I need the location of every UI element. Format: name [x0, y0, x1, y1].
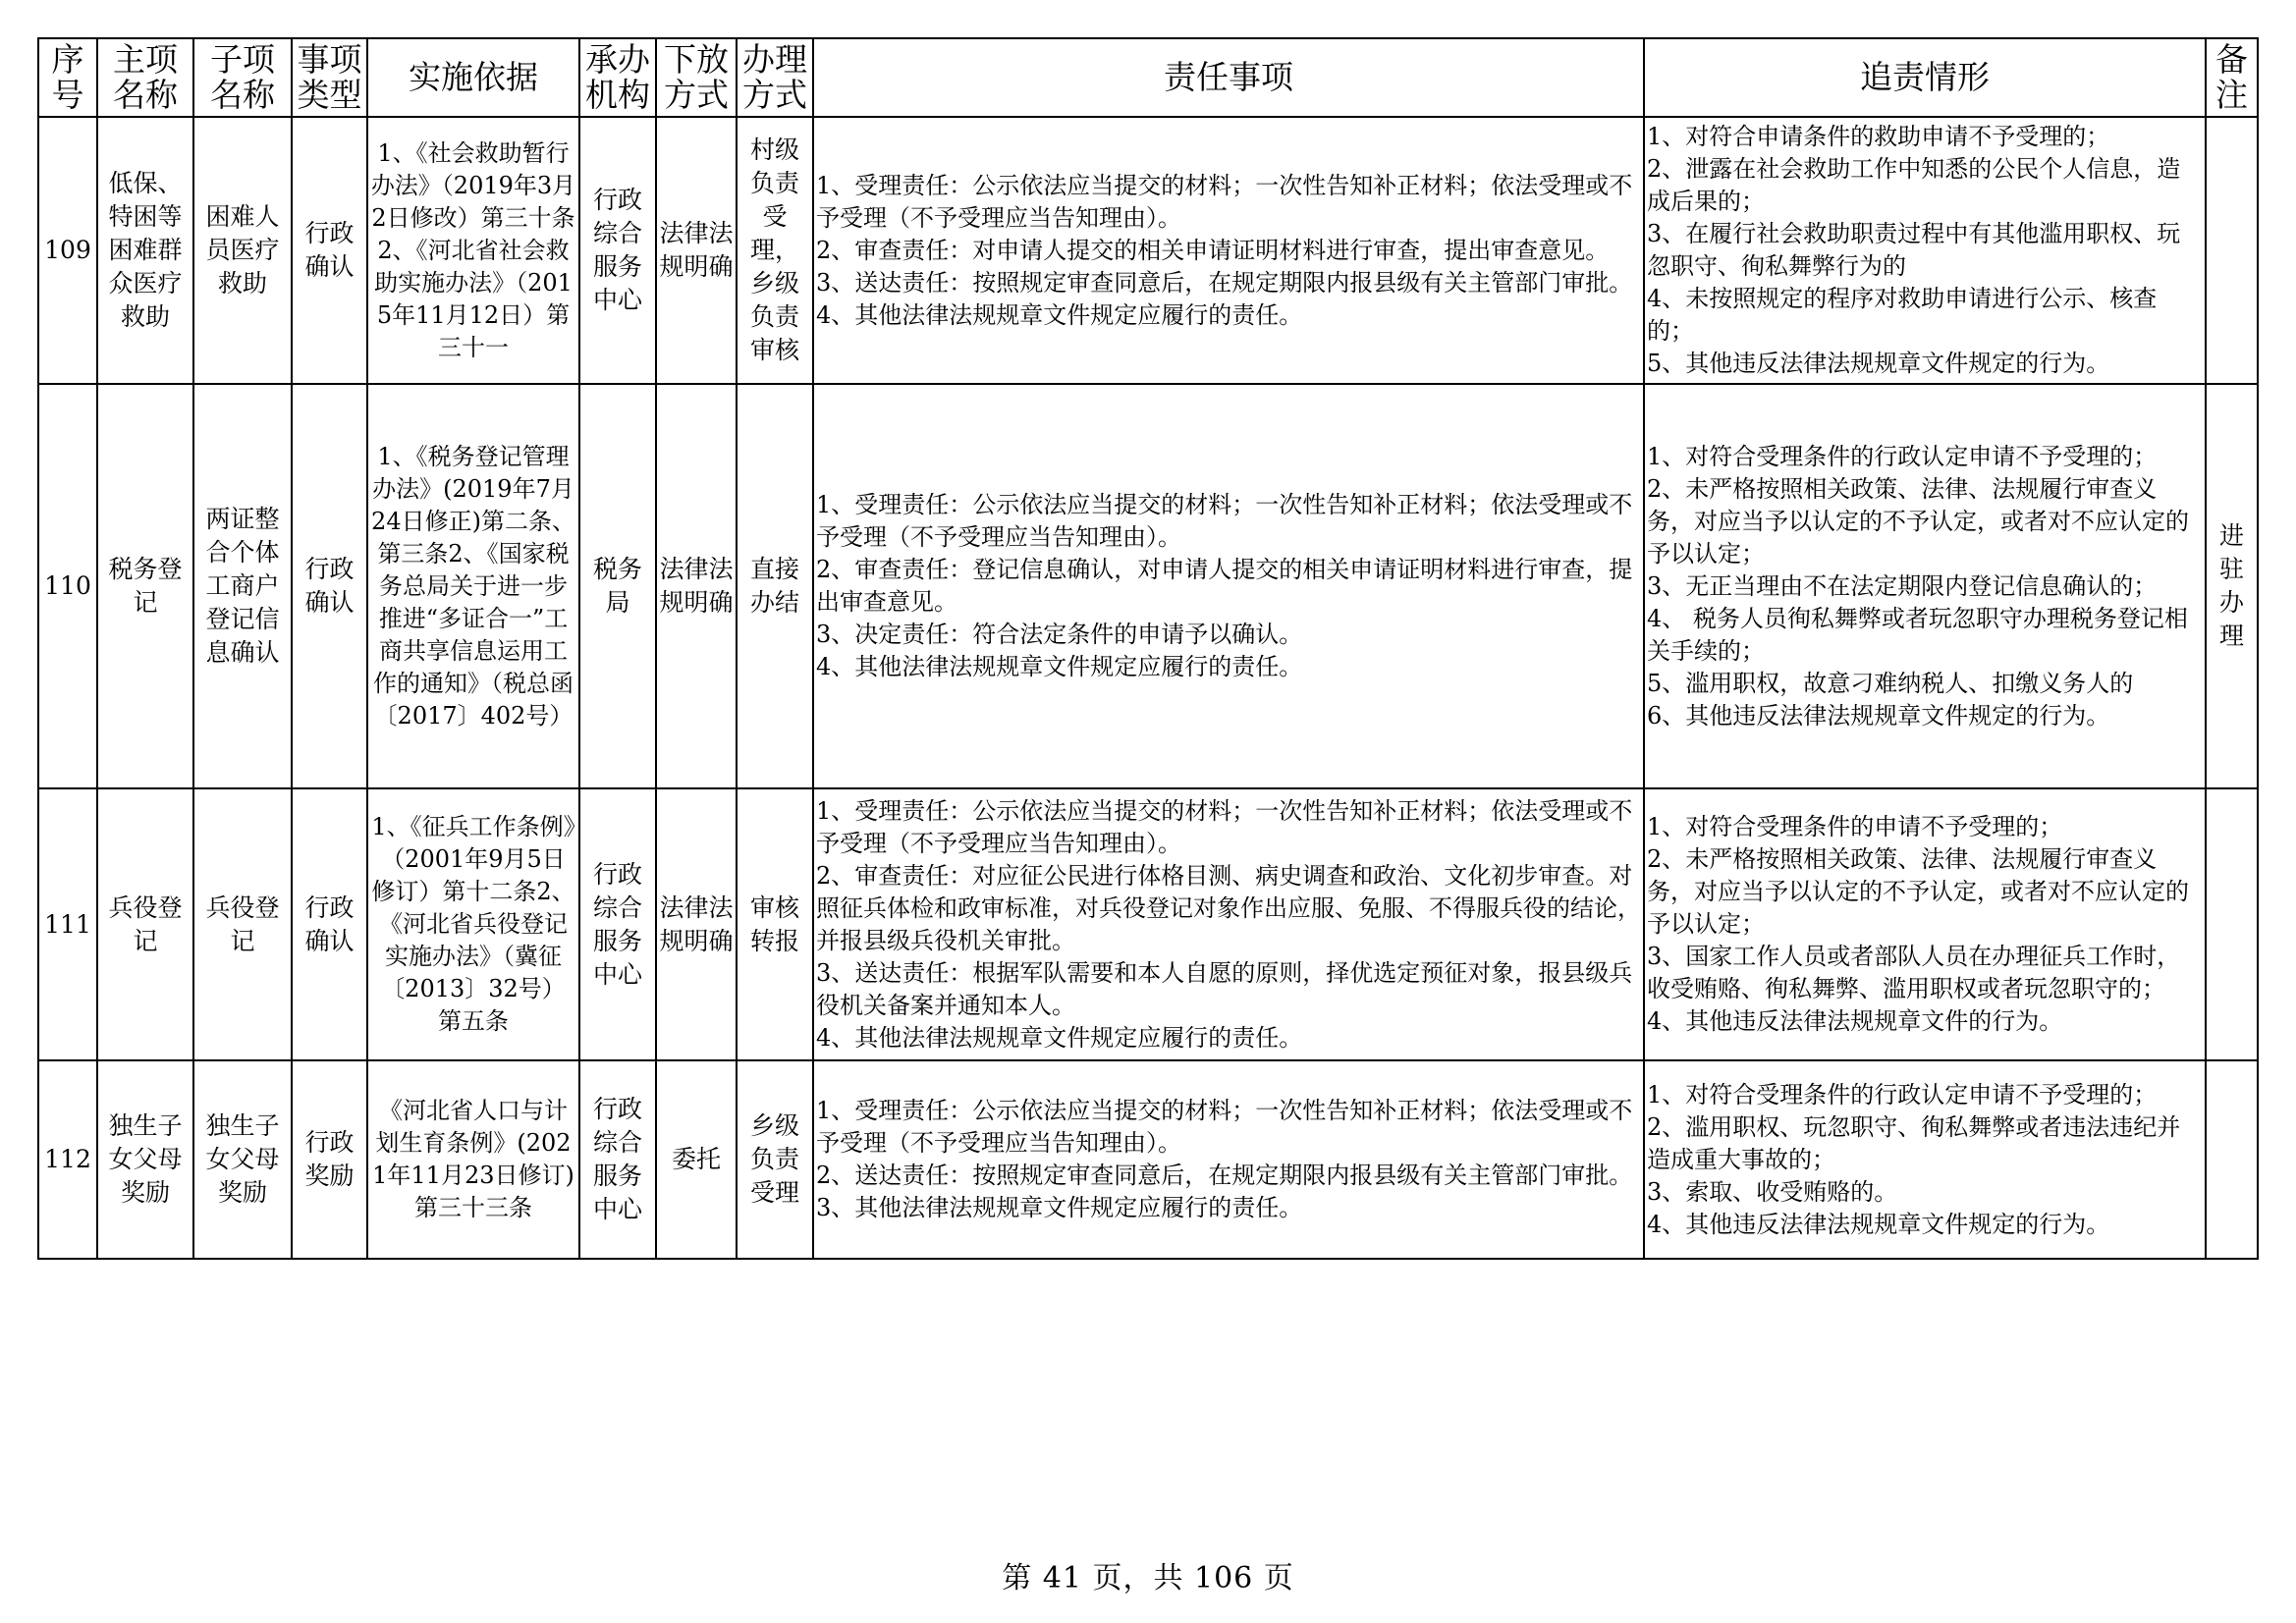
responsibility-item: 3、决定责任：符合法定条件的申请予以确认。 [816, 621, 1303, 648]
responsibility-item: 2、审查责任：对应征公民进行体格目测、病史调查和政治、文化初步审查。对照征兵体检和政审标准，对兵役登记对象作出应服、免服、不得服兵役的结论，并报县级兵役机关审批。 [816, 861, 1641, 954]
header-seq: 序号 [38, 38, 97, 117]
responsibility-item: 2、审查责任：登记信息确认，对申请人提交的相关申请证明材料进行审查，提出审查意见。 [816, 556, 1633, 616]
table-header-row [38, 38, 2258, 117]
table-row [38, 384, 2258, 788]
cell-delegation: 法律法规明确 [656, 384, 737, 788]
page-footer: 第 41 页，共 106 页 [1002, 1561, 1294, 1596]
cell-remarks [2206, 788, 2258, 1060]
responsibility-item: 1、受理责任：公示依法应当提交的材料；一次性告知补正材料；依法受理或不予受理（不予受理应当告知理由）。 [816, 796, 1633, 857]
accountability-item: 3、在履行社会救助职责过程中有其他滥用职权、玩忽职守、徇私舞弊行为的 [1647, 220, 2181, 280]
cell-agency: 行政综合服务中心 [579, 1060, 656, 1259]
header-remarks: 备注 [2206, 38, 2258, 117]
cell-seq: 112 [38, 1060, 97, 1259]
responsibility-item: 3、送达责任：根据军队需要和本人自愿的原则，择优选定预征对象，报县级兵役机关备案并通知本人。 [816, 958, 1633, 1019]
cell-remarks: 进驻办理 [2206, 384, 2258, 788]
responsibility-table [37, 37, 2259, 1260]
table-row [38, 1060, 2258, 1259]
accountability-item: 3、索取、收受贿赂的。 [1647, 1177, 1898, 1206]
header-type: 事项类型 [292, 38, 367, 117]
cell-type: 行政奖励 [292, 1060, 367, 1259]
cell-remarks [2206, 117, 2258, 384]
header-accountability: 追责情形 [1644, 38, 2206, 117]
cell-type: 行政确认 [292, 788, 367, 1060]
cell-responsibility [813, 384, 1644, 788]
cell-accountability [1644, 788, 2206, 1060]
accountability-item: 4、其他违反法律法规规章文件的行为。 [1647, 1007, 2063, 1035]
cell-accountability [1644, 384, 2206, 788]
cell-handling: 直接办结 [737, 384, 813, 788]
cell-main-item: 低保、特困等困难群众医疗救助 [97, 117, 193, 384]
responsibility-item: 1、受理责任：公示依法应当提交的材料；一次性告知补正材料；依法受理或不予受理（不予受理应当告知理由）。 [816, 171, 1633, 232]
cell-seq: 111 [38, 788, 97, 1060]
cell-delegation: 法律法规明确 [656, 788, 737, 1060]
cell-main-item: 独生子女父母奖励 [97, 1060, 193, 1259]
header-sub-item: 子项名称 [193, 38, 292, 117]
cell-basis: 1、《税务登记管理办法》(2019年7月24日修正)第二条、第三条2、《国家税务总局关于进一步推进“多证合一”工商共享信息运用工作的通知》（税总函〔2017〕402号） [367, 384, 579, 788]
cell-responsibility [813, 117, 1644, 384]
header-agency: 承办机构 [579, 38, 656, 117]
cell-handling: 乡级负责受理 [737, 1060, 813, 1259]
cell-agency: 税务局 [579, 384, 656, 788]
cell-main-item: 税务登记 [97, 384, 193, 788]
cell-type: 行政确认 [292, 384, 367, 788]
cell-responsibility [813, 1060, 1644, 1259]
cell-handling: 村级负责受理，乡级负责审核 [737, 117, 813, 384]
accountability-item: 4、未按照规定的程序对救助申请进行公示、核查的； [1647, 285, 2158, 345]
cell-sub-item: 独生子女父母奖励 [193, 1060, 292, 1259]
cell-basis: 1、《社会救助暂行办法》（2019年3月2日修改）第三十条2、《河北省社会救助实施办法》（2015年11月12日）第三十一 [367, 117, 579, 384]
cell-sub-item: 兵役登记 [193, 788, 292, 1060]
header-handling: 办理方式 [737, 38, 813, 117]
accountability-item: 6、其他违反法律法规规章文件规定的行为。 [1647, 701, 2110, 730]
accountability-item: 4、 税务人员徇私舞弊或者玩忽职守办理税务登记相关手续的； [1647, 604, 2188, 665]
cell-agency: 行政综合服务中心 [579, 117, 656, 384]
responsibility-item: 3、送达责任：按照规定审查同意后，在规定期限内报县级有关主管部门审批。 [816, 268, 1633, 297]
accountability-item: 5、滥用职权，故意刁难纳税人、扣缴义务人的 [1647, 669, 2134, 697]
responsibility-item: 4、其他法律法规规章文件规定应履行的责任。 [816, 300, 1303, 329]
cell-seq: 109 [38, 117, 97, 384]
cell-accountability [1644, 117, 2206, 384]
responsibility-item: 1、受理责任：公示依法应当提交的材料；一次性告知补正材料；依法受理或不予受理（不予受理应当告知理由）。 [816, 491, 1633, 551]
cell-type: 行政确认 [292, 117, 367, 384]
cell-delegation: 委托 [656, 1060, 737, 1259]
cell-basis: 《河北省人口与计划生育条例》(2021年11月23日修订)第三十三条 [367, 1060, 579, 1259]
accountability-item: 1、对符合受理条件的行政认定申请不予受理的； [1647, 1080, 2158, 1109]
cell-remarks [2206, 1060, 2258, 1259]
header-main-item: 主项名称 [97, 38, 193, 117]
accountability-item: 1、对符合受理条件的行政认定申请不予受理的； [1647, 442, 2158, 470]
cell-agency: 行政综合服务中心 [579, 788, 656, 1060]
accountability-item: 4、其他违反法律法规规章文件规定的行为。 [1647, 1210, 2110, 1238]
responsibility-item: 4、其他法律法规规章文件规定应履行的责任。 [816, 1023, 1303, 1052]
accountability-item: 2、泄露在社会救助工作中知悉的公民个人信息，造成后果的； [1647, 155, 2181, 215]
accountability-item: 2、未严格按照相关政策、法律、法规履行审查义务，对应当予以认定的不予认定，或者对不应认定的予以认定； [1647, 845, 2189, 938]
responsibility-item: 2、送达责任：按照规定审查同意后，在规定期限内报县级有关主管部门审批。 [816, 1162, 1633, 1189]
table-row [38, 117, 2258, 384]
responsibility-item: 1、受理责任：公示依法应当提交的材料；一次性告知补正材料；依法受理或不予受理（不予受理应当告知理由）。 [816, 1097, 1633, 1157]
table-row [38, 788, 2258, 1060]
accountability-item: 2、未严格按照相关政策、法律、法规履行审查义务，对应当予以认定的不予认定，或者对不应认定的予以认定； [1647, 474, 2189, 568]
responsibility-item: 3、其他法律法规规章文件规定应履行的责任。 [816, 1194, 1303, 1221]
cell-responsibility [813, 788, 1644, 1060]
header-responsibility: 责任事项 [813, 38, 1644, 117]
accountability-item: 3、无正当理由不在法定期限内登记信息确认的； [1647, 571, 2158, 600]
accountability-item: 5、其他违反法律法规规章文件规定的行为。 [1647, 350, 2110, 377]
cell-handling: 审核转报 [737, 788, 813, 1060]
cell-basis: 1、《征兵工作条例》（2001年9月5日修订）第十二条2、《河北省兵役登记实施办法》（冀征〔2013〕32号）第五条 [367, 788, 579, 1060]
header-delegation: 下放方式 [656, 38, 737, 117]
cell-seq: 110 [38, 384, 97, 788]
header-basis: 实施依据 [367, 38, 579, 117]
responsibility-item: 2、审查责任：对申请人提交的相关申请证明材料进行审查，提出审查意见。 [816, 236, 1610, 264]
accountability-item: 2、滥用职权、玩忽职守、徇私舞弊或者违法违纪并造成重大事故的； [1647, 1112, 2181, 1173]
accountability-item: 3、国家工作人员或者部队人员在办理征兵工作时，收受贿赂、徇私舞弊、滥用职权或者玩忽职守的； [1647, 943, 2181, 1002]
accountability-item: 1、对符合受理条件的申请不予受理的； [1647, 813, 2063, 840]
cell-sub-item: 两证整合个体工商户登记信息确认 [193, 384, 292, 788]
accountability-item: 1、对符合申请条件的救助申请不予受理的； [1647, 123, 2110, 150]
cell-sub-item: 困难人员医疗救助 [193, 117, 292, 384]
cell-accountability [1644, 1060, 2206, 1259]
responsibility-item: 4、其他法律法规规章文件规定应履行的责任。 [816, 653, 1303, 680]
cell-delegation: 法律法规明确 [656, 117, 737, 384]
cell-main-item: 兵役登记 [97, 788, 193, 1060]
